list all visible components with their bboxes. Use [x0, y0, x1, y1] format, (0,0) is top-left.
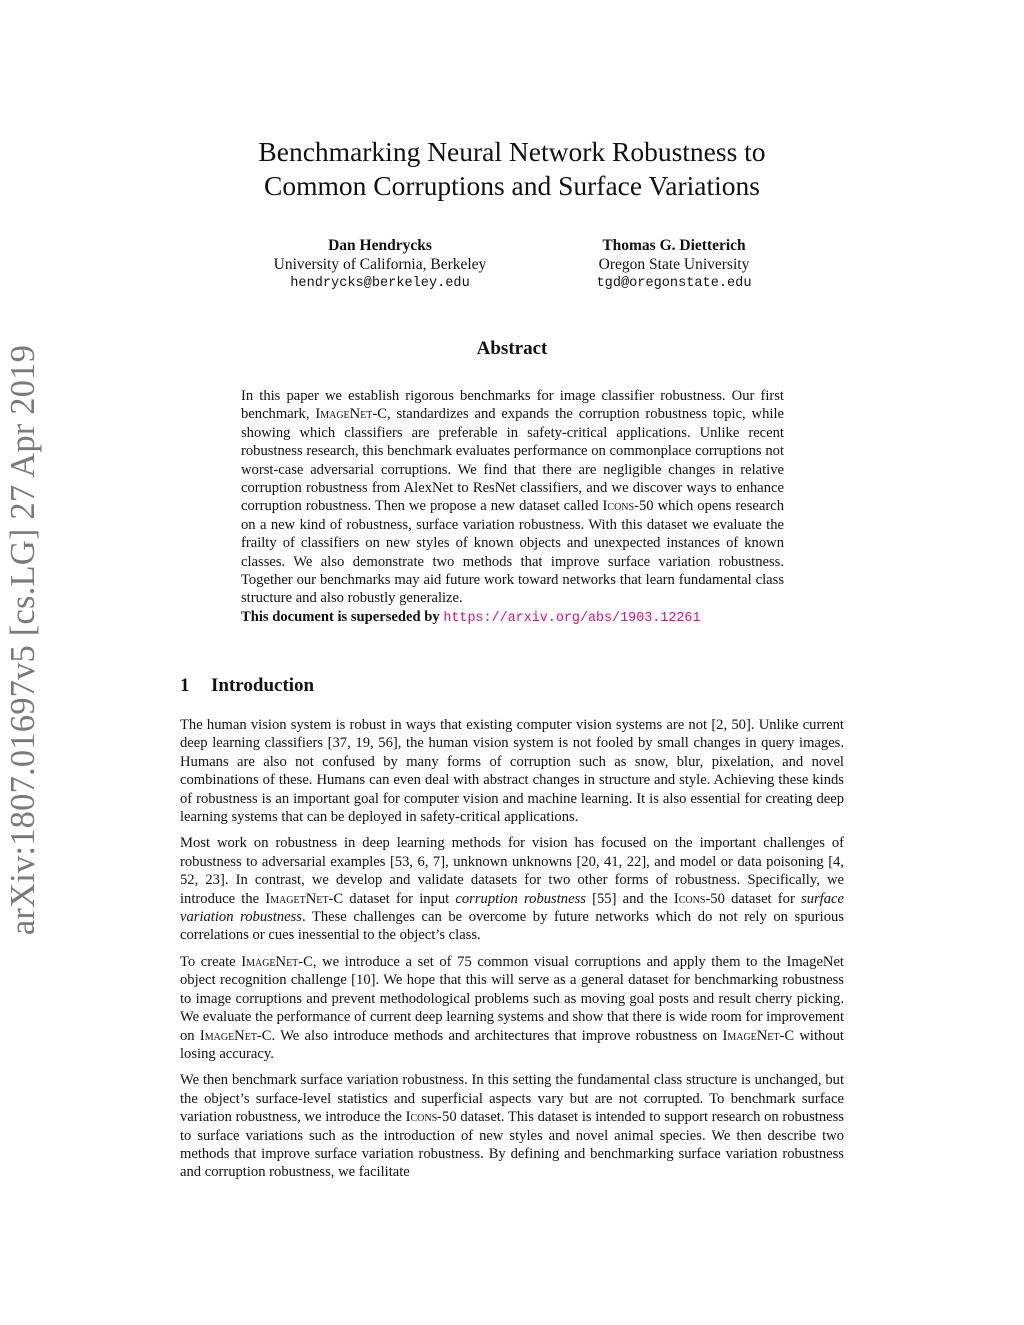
section-heading: [180, 675, 314, 697]
paragraph-text: dataset for input: [343, 890, 456, 907]
superseded-label: This document is superseded by: [241, 608, 440, 625]
paragraph-text: without losing accuracy.: [180, 1027, 844, 1062]
paragraph-text: , we introduce a set of 75 common visual corruptions and apply them to the ImageNet object recognition challenge [10]. We hope that this will serve as a general dataset for benchmarking robustness to image corruptions and prevent methodological problems such as moving goal posts and result cherry picking. We evaluate the performance of current deep learning systems and show that there is wide room for improvement on: [180, 953, 844, 1044]
author-block-1: [230, 236, 530, 293]
superseded-notice: [241, 608, 784, 628]
abstract-text: In this paper we establish rigorous benchmarks for image classifier robustness. Our first benchmark,: [241, 388, 784, 423]
paragraph-text: [55] and the: [585, 890, 674, 907]
dataset-name: Icons-50: [673, 890, 725, 907]
abstract-text: which opens research on a new kind of robustness, surface variation robustness. With this dataset we evaluate the frailty of classifiers on new styles of known objects and unexpected instances of known classes. We also demonstrate two methods that improve surface variation robustness. Together our benchmarks may aid future work toward networks that learn fundamental class structure and also robustly generalize.: [241, 498, 784, 607]
paragraph-text: Most work on robustness in deep learning methods for vision has focused on the important challenges of robustness to adversarial examples [53, 6, 7], unknown unknowns [20, 41, 22], and model or data poisoning [4, 52, 23]. In contrast, we develop and validate datasets for two other forms of robustness. Specifically, we introduce the: [180, 835, 844, 907]
dataset-name: ImageNet-C: [241, 953, 313, 970]
emphasis: corruption robustness: [455, 890, 586, 907]
paragraph: The human vision system is robust in ways that existing computer vision systems are not [2, 50]. Unlike current deep learning classifiers [37, 19, 56], the human vision system is not fooled by small changes in query images. Humans are also not confused by many forms of corruption such as snow, blur, pixelation, and novel combinations of these. Humans can even deal with abstract changes in structure and style. Achieving these kinds of robustness is an important goal for computer vision and machine learning. It is also essential for creating deep learning systems that can be deployed in safety-critical applications.: [180, 717, 844, 826]
abstract-text: , standardizes and expands the corruption robustness topic, while showing which classifiers are preferable in safety-critical applications. Unlike recent robustness research, this benchmark evaluates performance on commonplace corruptions not worst-case adversarial corruptions. We find that there are negligible changes in relative corruption robustness from AlexNet to ResNet classifiers, and we discover ways to enhance corruption robustness. Then we propose a new dataset called: [241, 406, 784, 515]
dataset-name: ImagetNet-C: [265, 890, 344, 907]
superseded-link[interactable]: https://arxiv.org/abs/1903.12261: [443, 610, 701, 626]
title-line-1: Benchmarking Neural Network Robustness to: [258, 136, 766, 167]
author-affiliation: University of California, Berkeley: [273, 256, 487, 273]
dataset-name: ImageNet-C: [315, 406, 387, 423]
paragraph: [180, 953, 844, 1063]
paragraph: [180, 834, 844, 944]
arxiv-identifier-stamp: arXiv:1807.01697v5 [cs.LG] 27 Apr 2019: [4, 344, 42, 936]
paragraph-text: . We also introduce methods and architectures that improve robustness on: [271, 1027, 723, 1044]
paragraph-text: dataset for: [724, 890, 802, 907]
title-line-2: Common Corruptions and Surface Variations: [264, 170, 760, 201]
section-title: Introduction: [211, 675, 315, 696]
author-affiliation: Oregon State University: [598, 256, 750, 273]
author-name: Thomas G. Dietterich: [602, 237, 746, 254]
dataset-name: ImageNet-C: [722, 1027, 795, 1044]
paragraph-text: We then benchmark surface variation robustness. In this setting the fundamental class structure is unchanged, but the object’s surface-level statistics and superficial aspects vary but are not corrupted. To benchmark surface variation robustness, we introduce the: [180, 1072, 844, 1126]
author-email[interactable]: tgd@oregonstate.edu: [596, 276, 752, 291]
introduction-body: [180, 716, 844, 1182]
paragraph-text: To create: [180, 953, 242, 970]
section-number: 1: [180, 675, 190, 696]
author-block-2: [524, 236, 824, 293]
author-email[interactable]: hendrycks@berkeley.edu: [290, 276, 470, 291]
paragraph: [180, 1071, 844, 1181]
abstract-paragraph: [241, 387, 784, 608]
dataset-name: Icons-50: [405, 1109, 457, 1126]
paragraph-text: . These challenges can be overcome by future networks which do not rely on spurious correlations or cues inessential to the object’s class.: [180, 909, 844, 944]
dataset-name: Icons-50: [602, 498, 654, 515]
paragraph-text: dataset. This dataset is intended to support research on robustness to surface variations such as the introduction of new styles and novel animal species. We then describe two methods that improve surface variation robustness. By defining and benchmarking surface variation robustness and corruption robustness, we facilitate: [180, 1109, 844, 1181]
dataset-name: ImageNet-C: [199, 1027, 272, 1044]
abstract-body: [241, 387, 784, 628]
paper-title: [150, 135, 874, 203]
author-name: Dan Hendrycks: [328, 237, 432, 254]
abstract-heading: Abstract: [476, 338, 548, 359]
emphasis: surface variation robustness: [180, 890, 844, 926]
